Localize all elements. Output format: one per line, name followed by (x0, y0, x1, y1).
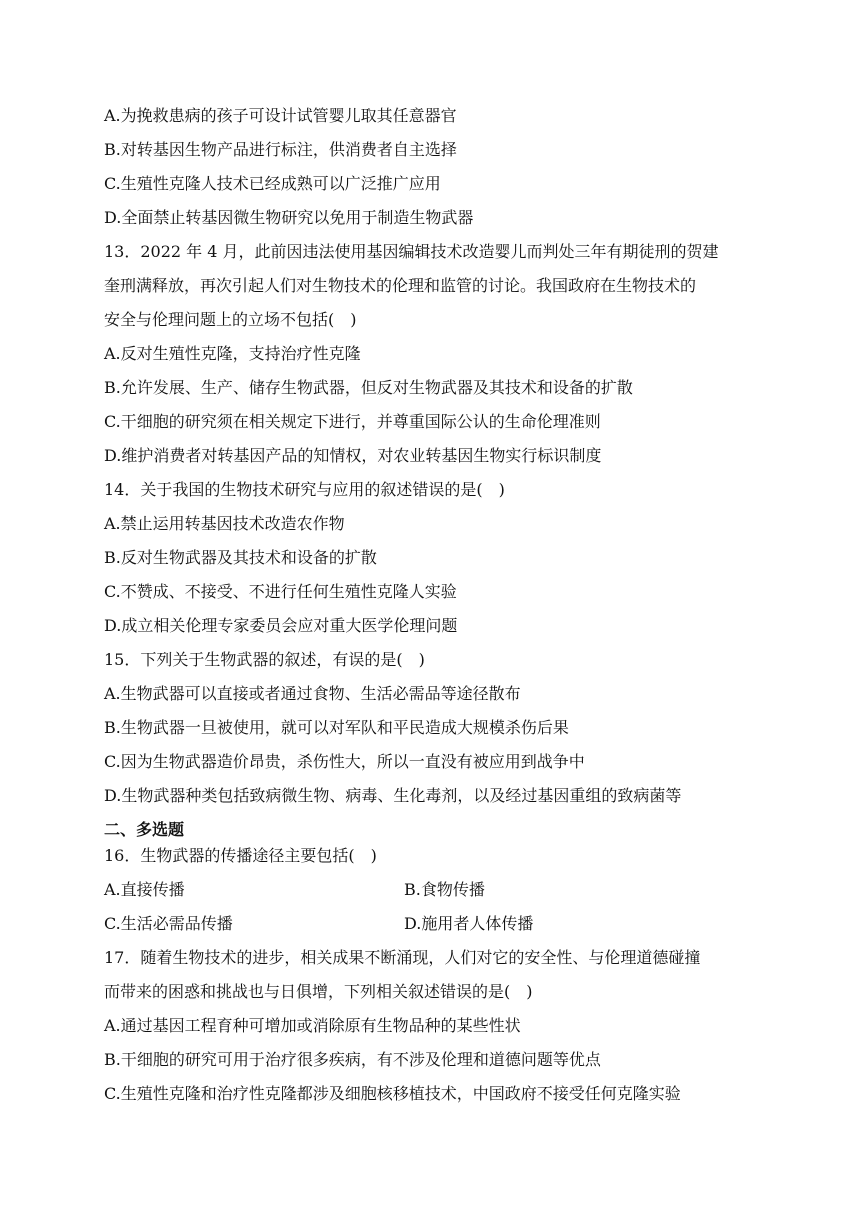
q13-option-a: A.反对生殖性克隆，支持治疗性克隆 (104, 344, 361, 363)
section-heading-multiple-choice: 二、多选题 (104, 820, 185, 839)
q12-option-a: A.为挽救患病的孩子可设计试管婴儿取其任意器官 (104, 106, 457, 125)
q15-option-d: D.生物武器种类包括致病微生物、病毒、生化毒剂，以及经过基因重组的致病菌等 (104, 786, 682, 805)
q17-stem-line2: 而带来的困惑和挑战也与日俱增，下列相关叙述错误的是( ) (104, 982, 533, 1001)
q15-stem: 15．下列关于生物武器的叙述，有误的是( ) (104, 650, 425, 669)
q16-option-a: A.直接传播 (104, 880, 185, 899)
q15-option-c: C.因为生物武器造价昂贵，杀伤性大，所以一直没有被应用到战争中 (104, 752, 585, 771)
q16-option-c: C.生活必需品传播 (104, 914, 233, 933)
q17-stem-line1: 17．随着生物技术的进步，相关成果不断涌现，人们对它的安全性、与伦理道德碰撞 (104, 948, 701, 967)
q12-option-d: D.全面禁止转基因微生物研究以免用于制造生物武器 (104, 208, 474, 227)
q17-option-a: A.通过基因工程育种可增加或消除原有生物品种的某些性状 (104, 1016, 521, 1035)
q16-stem: 16．生物武器的传播途径主要包括( ) (104, 846, 377, 865)
q15-option-a: A.生物武器可以直接或者通过食物、生活必需品等途径散布 (104, 684, 521, 703)
q13-stem-line2: 奎刑满释放，再次引起人们对生物技术的伦理和监管的讨论。我国政府在生物技术的 (104, 276, 697, 295)
q12-option-b: B.对转基因生物产品进行标注，供消费者自主选择 (104, 140, 457, 159)
q17-option-c: C.生殖性克隆和治疗性克隆都涉及细胞核移植技术，中国政府不接受任何克隆实验 (104, 1084, 681, 1103)
q12-option-c: C.生殖性克隆人技术已经成熟可以广泛推广应用 (104, 174, 441, 193)
q15-option-b: B.生物武器一旦被使用，就可以对军队和平民造成大规模杀伤后果 (104, 718, 569, 737)
q14-option-c: C.不赞成、不接受、不进行任何生殖性克隆人实验 (104, 582, 457, 601)
q17-option-b: B.干细胞的研究可用于治疗很多疾病，有不涉及伦理和道德问题等优点 (104, 1050, 601, 1069)
q14-stem: 14．关于我国的生物技术研究与应用的叙述错误的是( ) (104, 480, 505, 499)
q13-option-c: C.干细胞的研究须在相关规定下进行，并尊重国际公认的生命伦理准则 (104, 412, 601, 431)
q13-stem-line3: 安全与伦理问题上的立场不包括( ) (104, 310, 357, 329)
q13-option-b: B.允许发展、生产、储存生物武器，但反对生物武器及其技术和设备的扩散 (104, 378, 633, 397)
q16-option-b: B.食物传播 (404, 880, 485, 899)
q14-option-d: D.成立相关伦理专家委员会应对重大医学伦理问题 (104, 616, 458, 635)
q13-stem-line1: 13．2022 年 4 月，此前因违法使用基因编辑技术改造婴儿而判处三年有期徒刑的贺建 (104, 242, 719, 261)
q14-option-a: A.禁止运用转基因技术改造农作物 (104, 514, 345, 533)
q16-option-d: D.施用者人体传播 (404, 914, 534, 933)
q14-option-b: B.反对生物武器及其技术和设备的扩散 (104, 548, 377, 567)
q13-option-d: D.维护消费者对转基因产品的知情权，对农业转基因生物实行标识制度 (104, 446, 602, 465)
